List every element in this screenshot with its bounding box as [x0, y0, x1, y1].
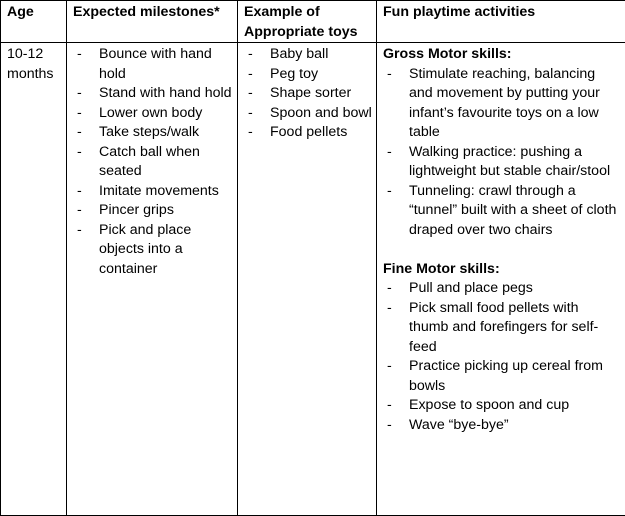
header-toys-label-line1: Example of	[244, 3, 372, 23]
dash-bullet: -	[387, 416, 392, 436]
dash-bullet: -	[387, 299, 392, 319]
list-item	[244, 45, 372, 65]
list-item	[73, 143, 233, 182]
list-item	[383, 357, 621, 396]
milestone-text: Stand with hand hold	[99, 85, 232, 101]
dash-bullet: -	[387, 396, 392, 416]
dash-bullet: -	[387, 357, 392, 377]
list-item	[73, 104, 233, 124]
dash-bullet: -	[77, 201, 82, 221]
activity-text: Pull and place pegs	[409, 280, 533, 296]
list-item	[383, 299, 621, 358]
list-item	[73, 45, 233, 84]
list-item	[73, 123, 233, 143]
header-row	[1, 1, 625, 43]
milestones-list	[73, 45, 233, 279]
dash-bullet: -	[77, 143, 82, 163]
list-item	[383, 279, 621, 299]
dash-bullet: -	[387, 279, 392, 299]
list-item	[244, 65, 372, 85]
list-item	[244, 84, 372, 104]
toy-text: Food pellets	[270, 124, 347, 140]
dash-bullet: -	[248, 84, 253, 104]
milestone-text: Lower own body	[99, 105, 202, 121]
dash-bullet: -	[248, 65, 253, 85]
header-age	[1, 1, 67, 43]
list-item	[383, 182, 621, 241]
dash-bullet: -	[77, 182, 82, 202]
list-item	[244, 123, 372, 143]
activities-cell	[377, 43, 625, 516]
activity-text: Tunneling: crawl through a “tunnel” built with a sheet of cloth draped over two chairs	[409, 183, 616, 238]
activity-text: Pick small food pellets with thumb and forefingers for self-feed	[409, 300, 598, 355]
dash-bullet: -	[77, 221, 82, 241]
table-row	[1, 43, 625, 516]
list-item	[383, 143, 621, 182]
dash-bullet: -	[248, 45, 253, 65]
milestone-text: Imitate movements	[99, 183, 219, 199]
milestone-text: Pincer grips	[99, 202, 174, 218]
activity-text: Wave “bye-bye”	[409, 417, 509, 433]
toy-text: Shape sorter	[270, 85, 351, 101]
header-activities-label: Fun playtime activities	[383, 3, 621, 23]
dash-bullet: -	[387, 182, 392, 202]
toys-cell	[238, 43, 377, 516]
list-item	[383, 396, 621, 416]
list-item	[73, 221, 233, 280]
dash-bullet: -	[77, 104, 82, 124]
header-toys	[238, 1, 377, 43]
dash-bullet: -	[77, 45, 82, 65]
toy-text: Spoon and bowl	[270, 105, 372, 121]
milestone-text: Catch ball when seated	[99, 144, 200, 180]
header-activities	[377, 1, 625, 43]
activity-text: Practice picking up cereal from bowls	[409, 358, 603, 394]
fine-motor-list	[383, 279, 621, 435]
list-item	[73, 84, 233, 104]
gross-motor-heading: Gross Motor skills:	[383, 45, 621, 65]
milestones-cell	[67, 43, 238, 516]
list-item	[244, 104, 372, 124]
activity-text: Expose to spoon and cup	[409, 397, 569, 413]
list-item	[383, 65, 621, 143]
activity-text: Walking practice: pushing a lightweight but stable chair/stool	[409, 144, 610, 180]
activity-text: Stimulate reaching, balancing and movement by putting your infant’s favourite toys on a low table	[409, 66, 600, 141]
list-item	[383, 416, 621, 436]
toy-text: Peg toy	[270, 66, 318, 82]
milestone-text: Bounce with hand hold	[99, 46, 212, 82]
age-cell	[1, 43, 67, 516]
gross-motor-group	[383, 45, 621, 240]
list-item	[73, 201, 233, 221]
header-milestones-label: Expected milestones*	[73, 3, 233, 23]
toys-list	[244, 45, 372, 143]
fine-motor-heading: Fine Motor skills:	[383, 260, 621, 280]
header-toys-label-line2: Appropriate toys	[244, 23, 372, 43]
dash-bullet: -	[387, 65, 392, 85]
dash-bullet: -	[77, 123, 82, 143]
list-item	[73, 182, 233, 202]
milestone-text: Take steps/walk	[99, 124, 199, 140]
fine-motor-group	[383, 260, 621, 436]
dash-bullet: -	[77, 84, 82, 104]
toy-text: Baby ball	[270, 46, 328, 62]
milestone-text: Pick and place objects into a container	[99, 222, 191, 277]
header-age-label: Age	[7, 3, 62, 23]
dash-bullet: -	[387, 143, 392, 163]
age-value: 10-12 months	[7, 46, 54, 82]
header-milestones	[67, 1, 238, 43]
gross-motor-list	[383, 65, 621, 241]
dash-bullet: -	[248, 123, 253, 143]
dash-bullet: -	[248, 104, 253, 124]
